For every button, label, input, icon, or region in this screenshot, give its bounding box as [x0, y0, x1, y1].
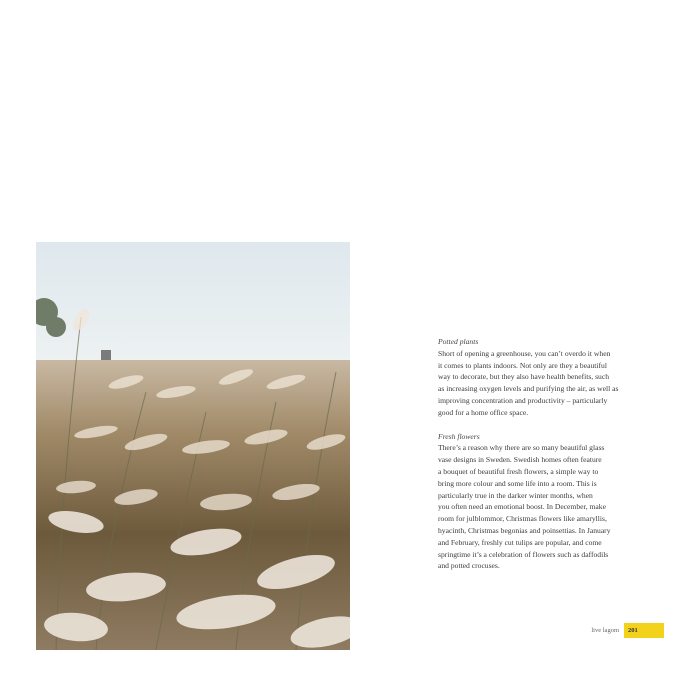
- section-title: Fresh flowers: [438, 431, 480, 441]
- section-line: There’s a reason why there are so many beautiful glass: [438, 443, 605, 453]
- section-line: hyacinth, Christmas begonias and poinsettias. In January: [438, 525, 611, 535]
- section-line: room for julblommor, Christmas flowers like amaryllis,: [438, 514, 607, 524]
- section-line: and potted crocuses.: [438, 561, 500, 571]
- section-line: you often need an emotional boost. In December, make: [438, 502, 606, 512]
- section-line: bring more colour and some life into a room. This is: [438, 478, 597, 488]
- section-line: as increasing oxygen levels and purifying the air, as well as: [438, 384, 619, 394]
- section-line: Short of opening a greenhouse, you can’t overdo it when: [438, 348, 611, 358]
- section-line: and February, freshly cut tulips are popular, and come: [438, 537, 602, 547]
- body-text-column: [438, 336, 638, 584]
- section-line: particularly true in the darker winter months, when: [438, 490, 593, 500]
- page-footer: [591, 623, 664, 638]
- grass-field-image: [36, 242, 350, 650]
- section-line: a bouquet of beautiful fresh flowers, a simple way to: [438, 466, 599, 476]
- running-title: live lagom: [591, 627, 619, 634]
- section-line: springtime it’s a celebration of flowers such as daffodils: [438, 549, 609, 559]
- section-line: it comes to plants indoors. Not only are they a beautiful: [438, 360, 607, 370]
- section-line: good for a home office space.: [438, 407, 529, 417]
- page-number-badge: 201: [624, 623, 664, 638]
- section-line: way to decorate, but they also have health benefits, such: [438, 372, 610, 382]
- section-title: Potted plants: [438, 337, 479, 346]
- section-line: improving concentration and productivity – particularly: [438, 395, 608, 405]
- section-line: vase designs in Sweden. Swedish homes often feature: [438, 455, 602, 465]
- grass-field-photo: [36, 242, 350, 650]
- section-potted-plants: [438, 336, 638, 419]
- section-fresh-flowers: [438, 431, 638, 573]
